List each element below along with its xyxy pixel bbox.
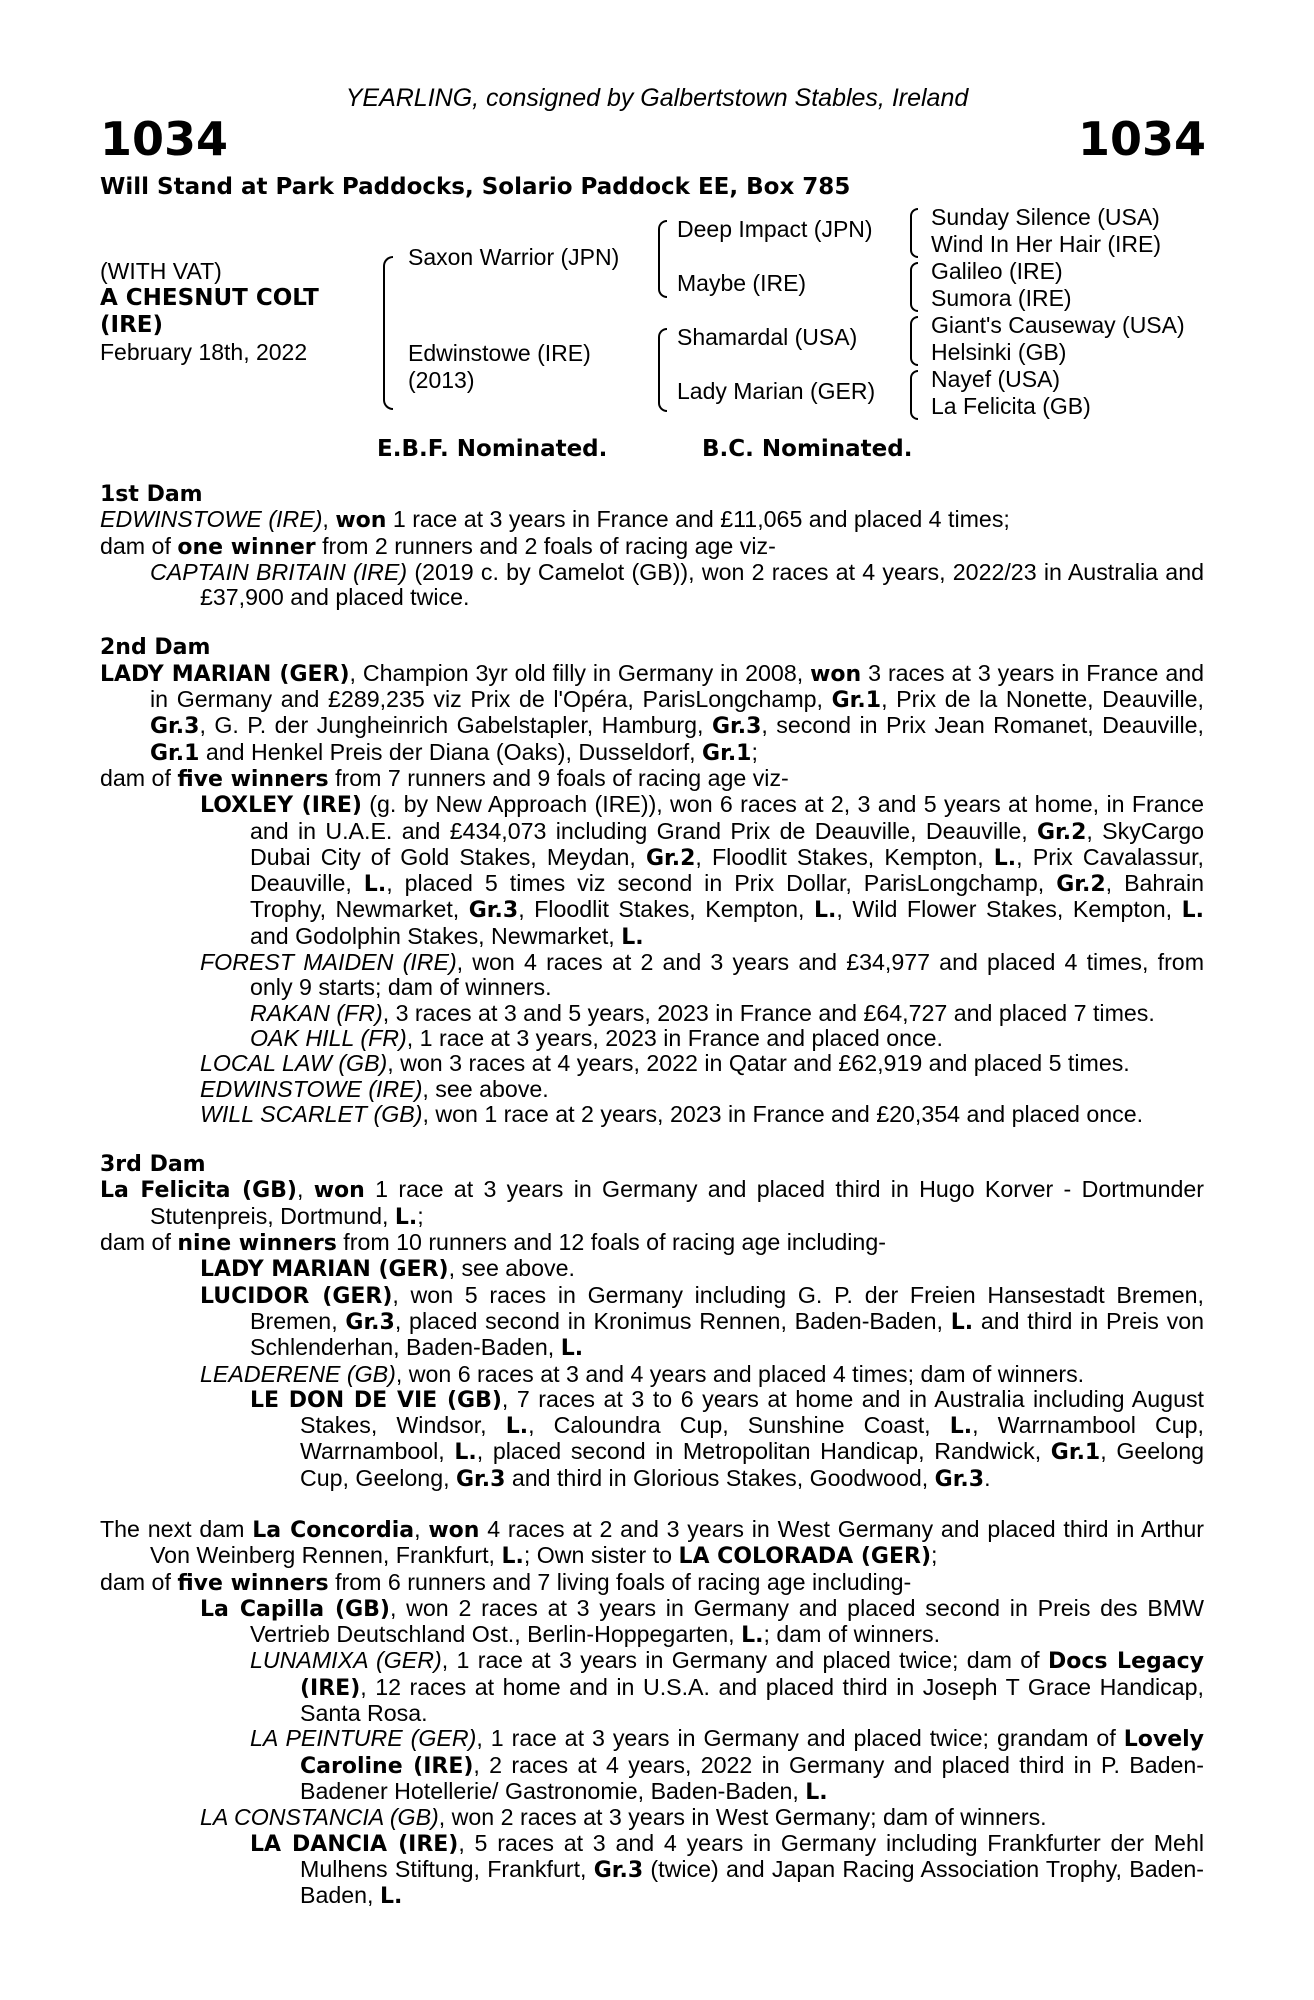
foal-edwinstowe: EDWINSTOWE (IRE), see above. [200, 1075, 549, 1102]
grandfoal-rakan: RAKAN (FR), 3 races at 3 and 5 years, 2023 in France and £64,727 and placed 7 times. [250, 999, 1155, 1026]
next-dam-produce: dam of five winners from 6 runners and 7 living foals of racing age including- [100, 1568, 912, 1596]
first-dam-foal-captain-britain: CAPTAIN BRITAIN (IRE) (2019 c. by Camelot (GB)), won 2 races at 4 years, 2022/23 in Australia and £37,900 and placed twice. [150, 558, 1204, 611]
brace-ds [910, 316, 918, 366]
vat-note: (WITH VAT) [100, 258, 222, 284]
brace-dd [910, 370, 918, 420]
sire-dam: Maybe (IRE) [677, 270, 807, 296]
lot-number-left: 1034 [100, 112, 229, 166]
grandfoal-la-dancia: LA DANCIA (IRE), 5 races at 3 and 4 years in Germany including Frankfurter der Mehl Mulhens Stiftung, Frankfurt, Gr.3 (twice) and Japan Racing Association Trophy, Baden-Baden, L. [250, 1829, 1204, 1910]
lot-title-line2: (IRE) [100, 312, 164, 338]
dam-line2: (2013) [408, 367, 475, 393]
grandfoal-le-don-de-vie: LE DON DE VIE (GB), 7 races at 3 to 6 years at home and in Australia including August Stakes, Windsor, L., Caloundra Cup, Sunshine Coast, L., Warrnambool Cup, Warrnambool, L., placed second in Metropolitan Handicap, Randwick, Gr.1, Geelong Cup, Geelong, Gr.3 and third in Glorious Stakes, Goodwood, Gr.3. [250, 1385, 1204, 1492]
brace-parents [383, 256, 393, 410]
catalogue-body [100, 482, 1204, 1909]
lot-number-right: 1034 [1077, 112, 1206, 166]
dam-line1: Edwinstowe (IRE) [408, 340, 591, 366]
dam-sire-dam: Helsinki (GB) [931, 339, 1067, 365]
second-dam-record: LADY MARIAN (GER), Champion 3yr old filly in Germany in 2008, won 3 races at 3 years in France and in Germany and £289,235 viz Prix de l'Opéra, ParisLongchamp, Gr.1, Prix de la Nonette, Deauville, Gr.3, G. P. der Jungheinrich Gabelstapler, Hamburg, Gr.3, second in Prix Jean Romanet, Deauville, Gr.1 and Henkel Preis der Diana (Oaks), Dusseldorf, Gr.1; [100, 659, 1205, 766]
sire-sire: Deep Impact (JPN) [677, 216, 873, 242]
grandfoal-oak-hill: OAK HILL (FR), 1 race at 3 years, 2023 in France and placed once. [250, 1024, 943, 1051]
ebf-nomination: E.B.F. Nominated. [377, 436, 608, 462]
brace-sire [658, 220, 667, 298]
first-dam-produce: dam of one winner from 2 runners and 2 foals of racing age viz- [100, 532, 776, 560]
lot-title-line1: A CHESNUT COLT [100, 285, 319, 311]
dam-dam: Lady Marian (GER) [677, 378, 876, 404]
third-dam-heading: 3rd Dam [100, 1152, 206, 1178]
brace-sd [910, 262, 918, 312]
second-dam-produce: dam of five winners from 7 runners and 9 foals of racing age viz- [100, 764, 789, 792]
third-dam-record: La Felicita (GB), won 1 race at 3 years in Germany and placed third in Hugo Korver - Dortmunder Stutenpreis, Dortmund, L.; [100, 1176, 1204, 1230]
foal-lucidor: LUCIDOR (GER), won 5 races in Germany including G. P. der Freien Hansestadt Bremen, Bremen, Gr.3, placed second in Kronimus Rennen, Baden-Baden, L. and third in Preis von Schlenderhan, Baden-Baden, L. [200, 1281, 1204, 1362]
foal-la-constancia: LA CONSTANCIA (GB), won 2 races at 3 years in West Germany; dam of winners. [200, 1804, 1047, 1831]
first-dam-record: EDWINSTOWE (IRE), won 1 race at 3 years in France and £11,065 and placed 4 times; [100, 506, 1010, 534]
stand-location: Will Stand at Park Paddocks, Solario Paddock EE, Box 785 [100, 174, 851, 200]
first-dam-heading: 1st Dam [100, 482, 203, 507]
third-dam-produce: dam of nine winners from 10 runners and 12 foals of racing age including- [100, 1229, 886, 1257]
dam-dam-sire: Nayef (USA) [931, 366, 1061, 392]
foaling-date: February 18th, 2022 [100, 339, 308, 365]
grandfoal-la-peinture: LA PEINTURE (GER), 1 race at 3 years in Germany and placed twice; grandam of Lovely Caroline (IRE), 2 races at 4 years, 2022 in Germany and placed third in P. Baden-Badener Hotellerie/ Gastronomie, Baden-Baden, L. [250, 1725, 1205, 1805]
sire-dam-sire: Galileo (IRE) [931, 258, 1063, 284]
next-dam-record: The next dam La Concordia, won 4 races at 2 and 3 years in West Germany and placed third in Arthur Von Weinberg Rennen, Frankfurt, L.; Own sister to LA COLORADA (GER); [100, 1515, 1204, 1570]
brace-ss [910, 208, 918, 258]
foal-leaderene: LEADERENE (GB), won 6 races at 3 and 4 years and placed 4 times; dam of winners. [200, 1360, 1085, 1387]
foal-lady-marian: LADY MARIAN (GER), see above. [200, 1255, 575, 1283]
second-dam-heading: 2nd Dam [100, 635, 211, 661]
sire-sire-sire: Sunday Silence (USA) [931, 204, 1160, 230]
foal-local-law: LOCAL LAW (GB), won 3 races at 4 years, 2022 in Qatar and £62,919 and placed 5 times. [200, 1050, 1130, 1077]
consignor-line: YEARLING, consigned by Galbertstown Stables, Ireland [345, 84, 969, 112]
brace-dam [658, 328, 667, 412]
dam-sire: Shamardal (USA) [677, 324, 858, 350]
foal-loxley: LOXLEY (IRE) (g. by New Approach (IRE)), won 6 races at 2, 3 and 5 years at home, in France and in U.A.E. and £434,073 including Grand Prix de Deauville, Deauville, Gr.2, SkyCargo Dubai City of Gold Stakes, Meydan, Gr.2, Floodlit Stakes, Kempton, L., Prix Cavalassur, Deauville, L., placed 5 times viz second in Prix Dollar, ParisLongchamp, Gr.2, Bahrain Trophy, Newmarket, Gr.3, Floodlit Stakes, Kempton, L., Wild Flower Stakes, Kempton, L. and Godolphin Stakes, Newmarket, L. [200, 791, 1205, 950]
sire-dam-dam: Sumora (IRE) [931, 285, 1072, 311]
foal-will-scarlet: WILL SCARLET (GB), won 1 race at 2 years, 2023 in France and £20,354 and placed once. [200, 1100, 1144, 1127]
sire: Saxon Warrior (JPN) [408, 244, 620, 270]
foal-forest-maiden: FOREST MAIDEN (IRE), won 4 races at 2 and 3 years and £34,977 and placed 4 times, from only 9 starts; dam of winners. [200, 949, 1205, 1001]
lot-description [100, 258, 319, 366]
dam-sire-sire: Giant's Causeway (USA) [931, 312, 1185, 338]
bc-nomination: B.C. Nominated. [702, 436, 913, 462]
grandfoal-lunamixa: LUNAMIXA (GER), 1 race at 3 years in Germany and placed twice; dam of Docs Legacy (IRE), 12 races at home and in U.S.A. and placed third in Joseph T Grace Handicap, Santa Rosa. [250, 1647, 1204, 1727]
dam-dam-dam: La Felicita (GB) [931, 393, 1091, 419]
foal-la-capilla: La Capilla (GB), won 2 races at 3 years in Germany and placed second in Preis des BMW Vertrieb Deutschland Ost., Berlin-Hoppegarten, L.; dam of winners. [200, 1594, 1204, 1649]
sire-sire-dam: Wind In Her Hair (IRE) [931, 231, 1162, 257]
